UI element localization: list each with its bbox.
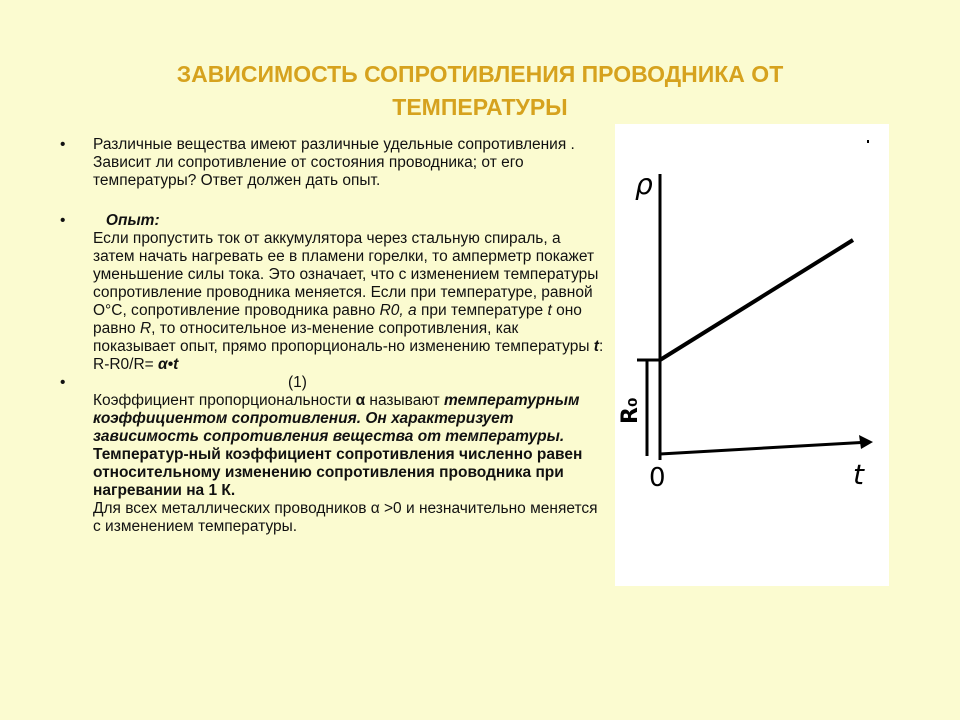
bullet-2-heading xyxy=(93,212,605,230)
bullet-3-text xyxy=(93,392,605,500)
text-content xyxy=(60,136,605,536)
formula-left: R-R0/R= xyxy=(93,356,159,373)
text-run: Если пропустить ток от аккумулятора через стальную спираль, а затем начать нагревать ее в пламени горелки, то амперметр покажет уменьшение силы тока. Это означает, что с изменением температуры сопротивление проводника меняется. Если при температуре, равной О°С, сопротивление проводника равно xyxy=(93,230,599,319)
title-line-2: ТЕМПЕРАТУРЫ xyxy=(392,94,568,120)
t-var: t xyxy=(547,302,552,319)
bullet-1 xyxy=(60,136,605,190)
bullet-2-text xyxy=(93,230,605,356)
experiment-heading: Опыт: xyxy=(105,212,160,229)
text-run: при температуре xyxy=(416,302,548,319)
resistance-temperature-graph xyxy=(615,124,889,586)
origin-label: 0 xyxy=(649,463,666,493)
title-line-1: ЗАВИСИМОСТЬ СОПРОТИВЛЕНИЯ ПРОВОДНИКА ОТ xyxy=(176,61,784,87)
y-axis-label: ρ xyxy=(635,168,653,201)
equation-number: (1) xyxy=(288,374,307,391)
r0-label: R₀ xyxy=(618,397,643,424)
definition-italic: температурным коэффициентом сопротивления. Он характеризует зависимость сопротивления вещества от температуры. xyxy=(93,392,580,445)
text-run: : xyxy=(598,338,604,355)
bullet-dot: • xyxy=(60,374,66,391)
x-axis xyxy=(660,442,870,454)
r0-var: R0, а xyxy=(379,302,417,319)
bullet-2 xyxy=(60,212,605,374)
resistance-line xyxy=(660,240,853,360)
slide-title xyxy=(60,58,900,124)
formula xyxy=(93,356,605,374)
bullet-dot: • xyxy=(60,136,66,153)
text-run: Коэффициент пропорциональности xyxy=(93,392,356,409)
text-run: , то относительное из-менение сопротивления, как показывает опыт, прямо пропорциональ-но изменению температуры xyxy=(93,320,594,355)
bullet-3 xyxy=(60,374,605,536)
graph-svg xyxy=(615,124,889,586)
text-run: называют xyxy=(365,392,445,409)
formula-right: α•t xyxy=(158,356,179,373)
bullet-3-note: Для всех металлических проводников α >0 и незначительно меняется с изменением температуры. xyxy=(93,500,598,535)
t-var: t xyxy=(593,338,599,355)
speck xyxy=(867,140,869,143)
x-axis-arrow xyxy=(859,435,873,449)
bullet-dot: • xyxy=(60,212,66,229)
definition-bold: Температур-ный коэффициент сопротивления численно равен относительному изменению сопротивления проводника при нагревании на 1 К. xyxy=(93,446,583,499)
bullet-1-text: Различные вещества имеют различные удельные сопротивления . Зависит ли сопротивление от состояния проводника; от его температуры? Ответ должен дать опыт. xyxy=(93,136,575,189)
text-run: оно равно xyxy=(93,302,582,337)
r-var: R xyxy=(139,320,152,337)
x-axis-label: t xyxy=(853,458,864,491)
alpha-symbol: α xyxy=(355,392,366,409)
